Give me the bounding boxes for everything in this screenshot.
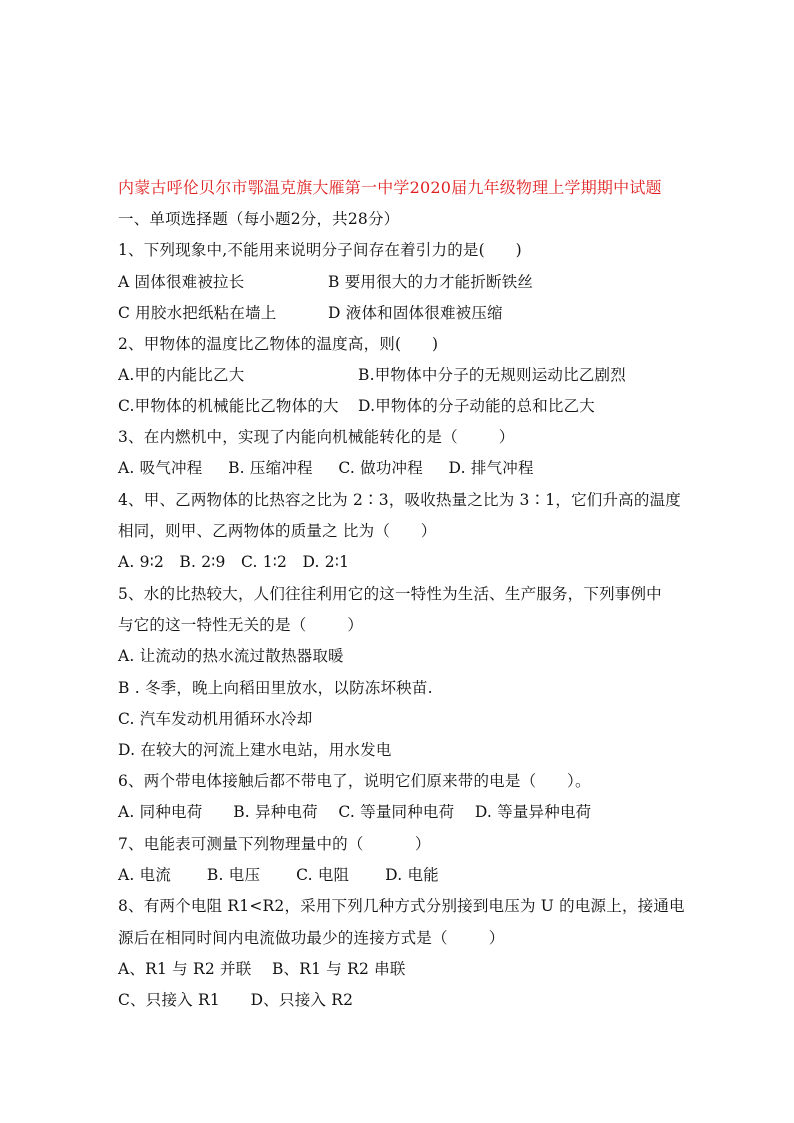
question-6-stem: 6、两个带电体接触后都不带电了，说明它们原来带的电是（ ）。 — [118, 772, 591, 790]
question-8-options-cd: C、只接入 R1 D、只接入 R2 — [118, 991, 354, 1009]
question-5-stem-line-1: 5、水的比热较大，人们往往利用它的这一特性为生活、生产服务，下列事例中 — [118, 585, 662, 603]
question-5-option-c: C. 汽车发动机用循环水冷却 — [118, 710, 313, 728]
question-4-options: A. 9∶2 B. 2∶9 C. 1∶2 D. 2∶1 — [118, 553, 350, 571]
question-2-stem: 2、甲物体的温度比乙物体的温度高，则( ) — [118, 335, 439, 353]
question-1-stem: 1、下列现象中,不能用来说明分子间存在着引力的是( ) — [118, 241, 522, 259]
question-5-option-a: A. 让流动的热水流过散热器取暖 — [118, 647, 344, 665]
question-6-options: A. 同种电荷 B. 异种电荷 C. 等量同种电荷 D. 等量异种电荷 — [118, 803, 592, 821]
question-5-option-d: D. 在较大的河流上建水电站，用水发电 — [118, 741, 392, 759]
question-1-option-c: C 用胶水把纸粘在墙上 — [118, 304, 277, 322]
question-1-option-d: D 液体和固体很难被压缩 — [328, 304, 503, 322]
question-1-option-b: B 要用很大的力才能折断铁丝 — [328, 273, 534, 291]
question-2-option-c: C.甲物体的机械能比乙物体的大 — [118, 397, 339, 415]
question-4-stem-line-2: 相同，则甲、乙两物体的质量之 比为（ ） — [118, 522, 437, 540]
exam-title: 内蒙古呼伦贝尔市鄂温克旗大雁第一中学2020届九年级物理上学期期中试题 — [118, 178, 662, 197]
question-2-option-d: D.甲物体的分子动能的总和比乙大 — [358, 397, 596, 415]
question-7-stem: 7、电能表可测量下列物理量中的（ ） — [118, 835, 431, 853]
question-5-option-b: B . 冬季，晚上向稻田里放水，以防冻坏秧苗. — [118, 679, 433, 697]
question-2-option-a: A.甲的内能比乙大 — [118, 366, 245, 384]
question-3-stem: 3、在内燃机中，实现了内能向机械能转化的是（ ） — [118, 428, 515, 446]
question-3-options: A. 吸气冲程 B. 压缩冲程 C. 做功冲程 D. 排气冲程 — [118, 459, 534, 477]
question-2-option-b: B.甲物体中分子的无规则运动比乙剧烈 — [358, 366, 626, 384]
question-8-stem-line-1: 8、有两个电阻 R1<R2，采用下列几种方式分别接到电压为 U 的电源上，接通电 — [118, 897, 685, 915]
question-5-stem-line-2: 与它的这一特性无关的是（ ） — [118, 616, 364, 634]
question-7-options: A. 电流 B. 电压 C. 电阻 D. 电能 — [118, 866, 439, 884]
section-heading: 一、单项选择题（每小题2分，共28分） — [118, 210, 400, 228]
question-4-stem-line-1: 4、甲、乙两物体的比热容之比为 2∶3，吸收热量之比为 3∶1，它们升高的温度 — [118, 491, 681, 509]
question-8-options-ab: A、R1 与 R2 并联 B、R1 与 R2 串联 — [118, 960, 406, 978]
question-1-option-a: A 固体很难被拉长 — [118, 273, 245, 291]
question-8-stem-line-2: 源后在相同时间内电流做功最少的连接方式是（ ） — [118, 929, 505, 947]
